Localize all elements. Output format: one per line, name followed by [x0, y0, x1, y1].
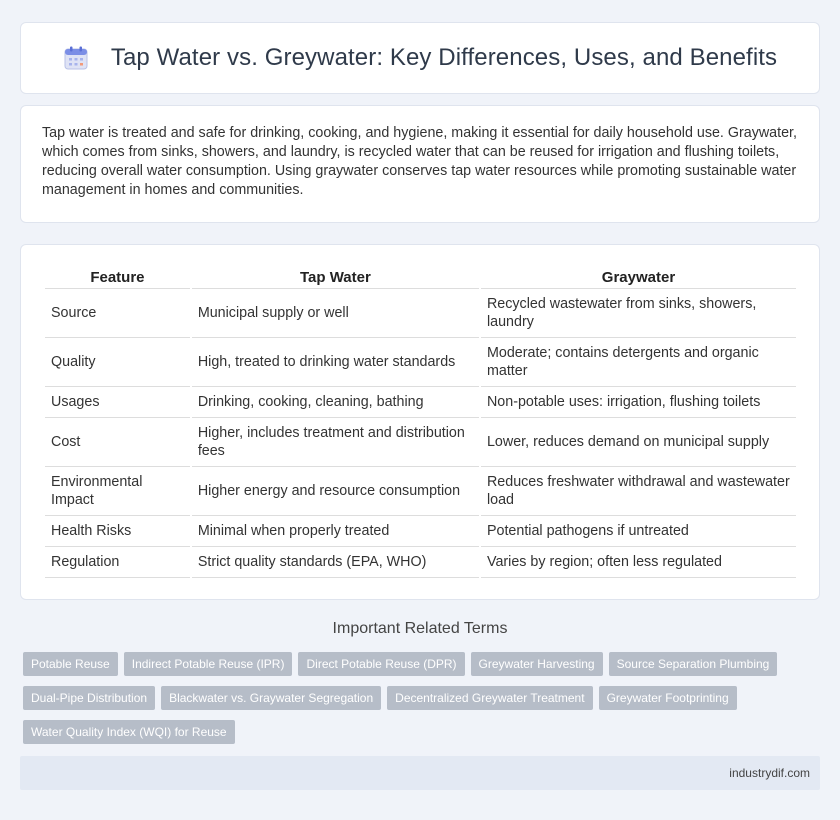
term-tag[interactable]: Greywater Footprinting [599, 686, 737, 710]
calendar-icon [63, 45, 89, 71]
table-cell: Non-potable uses: irrigation, flushing toilets [481, 387, 796, 418]
footer-site-link[interactable]: industrydif.com [729, 766, 810, 780]
table-cell: Reduces freshwater withdrawal and wastewater load [481, 467, 796, 516]
table-row [45, 289, 796, 338]
comparison-card [20, 244, 820, 600]
term-tag[interactable]: Water Quality Index (WQI) for Reuse [23, 720, 235, 744]
header-graywater: Graywater [481, 265, 796, 289]
table-row [45, 547, 796, 578]
table-cell: Minimal when properly treated [192, 516, 479, 547]
table-row [45, 516, 796, 547]
term-tag[interactable]: Source Separation Plumbing [609, 652, 778, 676]
table-cell: High, treated to drinking water standards [192, 338, 479, 387]
table-row [45, 387, 796, 418]
term-tag[interactable]: Blackwater vs. Graywater Segregation [161, 686, 381, 710]
term-tag[interactable]: Greywater Harvesting [471, 652, 603, 676]
table-cell: Regulation [45, 547, 190, 578]
related-terms-title: Important Related Terms [332, 620, 508, 637]
table-cell: Varies by region; often less regulated [481, 547, 796, 578]
term-tag[interactable]: Potable Reuse [23, 652, 118, 676]
related-terms-section [20, 620, 820, 744]
table-cell: Source [45, 289, 190, 338]
table-cell: Higher energy and resource consumption [192, 467, 479, 516]
related-terms-tags [20, 652, 780, 744]
table-cell: Usages [45, 387, 190, 418]
table-cell: Strict quality standards (EPA, WHO) [192, 547, 479, 578]
table-cell: Quality [45, 338, 190, 387]
table-cell: Higher, includes treatment and distribution fees [192, 418, 479, 467]
term-tag[interactable]: Direct Potable Reuse (DPR) [298, 652, 464, 676]
table-cell: Municipal supply or well [192, 289, 479, 338]
table-row [45, 418, 796, 467]
intro-card [20, 105, 820, 223]
comparison-table [43, 265, 798, 578]
header-tap-water: Tap Water [192, 265, 479, 289]
footer [20, 756, 820, 790]
header-card [20, 22, 820, 94]
table-cell: Health Risks [45, 516, 190, 547]
table-header-row [45, 265, 796, 289]
table-cell: Recycled wastewater from sinks, showers, laundry [481, 289, 796, 338]
term-tag[interactable]: Dual-Pipe Distribution [23, 686, 155, 710]
table-row [45, 467, 796, 516]
table-cell: Moderate; contains detergents and organic matter [481, 338, 796, 387]
term-tag[interactable]: Decentralized Greywater Treatment [387, 686, 592, 710]
intro-text: Tap water is treated and safe for drinking, cooking, and hygiene, making it essential for daily household use. Graywater, which comes from sinks, showers, and laundry, is recycled water that can be reused for irrigation and flushing toilets, reducing overall water consumption. Using graywater conserves tap water resources while promoting sustainable water management in homes and communities. [42, 125, 797, 198]
header-feature: Feature [45, 265, 190, 289]
table-cell: Lower, reduces demand on municipal supply [481, 418, 796, 467]
table-cell: Cost [45, 418, 190, 467]
page-title: Tap Water vs. Greywater: Key Differences, Uses, and Benefits [110, 44, 778, 71]
table-cell: Drinking, cooking, cleaning, bathing [192, 387, 479, 418]
table-cell: Potential pathogens if untreated [481, 516, 796, 547]
table-row [45, 338, 796, 387]
table-cell: Environmental Impact [45, 467, 190, 516]
term-tag[interactable]: Indirect Potable Reuse (IPR) [124, 652, 293, 676]
